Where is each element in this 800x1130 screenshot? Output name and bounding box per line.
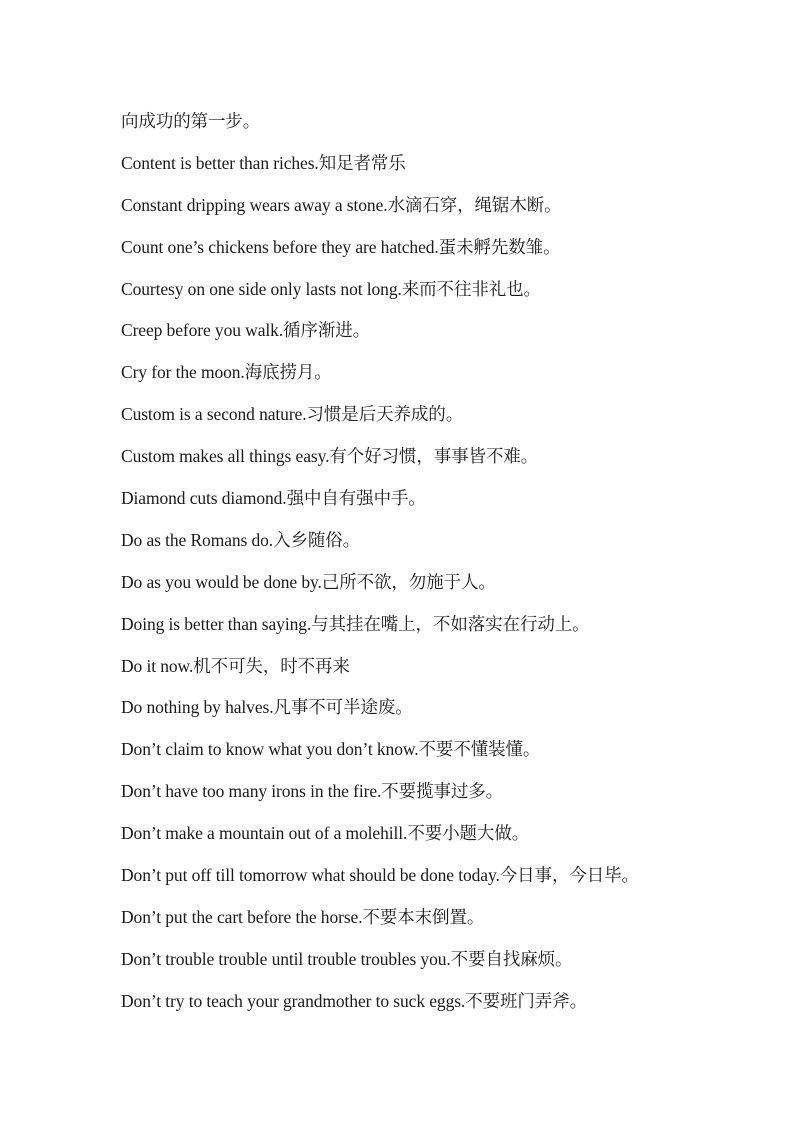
proverb-line: Custom makes all things easy.有个好习惯，事事皆不难。 <box>121 446 539 467</box>
proverb-line: Diamond cuts diamond.强中自有强中手。 <box>121 488 426 509</box>
proverb-line: Do as the Romans do.入乡随俗。 <box>121 529 361 550</box>
proverb-line: Custom is a second nature.习惯是后天养成的。 <box>121 404 464 425</box>
proverb-line: Content is better than riches.知足者常乐 <box>121 152 406 173</box>
proverb-line: Doing is better than saying.与其挂在嘴上，不如落实在行动上。 <box>121 613 590 634</box>
proverb-line: Do it now.机不可失，时不再来 <box>121 655 350 676</box>
proverb-line: Don’t have too many irons in the fire.不要揽事过多。 <box>121 781 504 802</box>
proverb-line: Do nothing by halves.凡事不可半途废。 <box>121 697 413 718</box>
proverb-line: Count one’s chickens before they are hatched.蛋未孵先数雏。 <box>121 236 561 257</box>
proverb-line: Don’t put off till tomorrow what should be done today.今日事，今日毕。 <box>121 865 639 886</box>
proverb-line: Don’t trouble trouble until trouble troubles you.不要自找麻烦。 <box>121 948 573 969</box>
proverb-line: Don’t put the cart before the horse.不要本末倒置。 <box>121 906 485 927</box>
proverb-line: Don’t try to teach your grandmother to suck eggs.不要班门弄斧。 <box>121 990 588 1011</box>
text-line: 向成功的第一步。 <box>121 111 261 131</box>
proverb-line: Courtesy on one side only lasts not long.来而不往非礼也。 <box>121 278 541 299</box>
proverb-line: Do as you would be done by.己所不欲，勿施于人。 <box>121 571 496 592</box>
proverb-list <box>121 106 781 1028</box>
proverb-line: Don’t make a mountain out of a molehill.不要小题大做。 <box>121 823 530 844</box>
proverb-line: Creep before you walk.循序渐进。 <box>121 320 371 341</box>
proverb-line: Don’t claim to know what you don’t know.不要不懂装懂。 <box>121 739 541 760</box>
proverb-line: Cry for the moon.海底捞月。 <box>121 362 332 383</box>
proverb-line: Constant dripping wears away a stone.水滴石穿，绳锯木断。 <box>121 194 562 215</box>
